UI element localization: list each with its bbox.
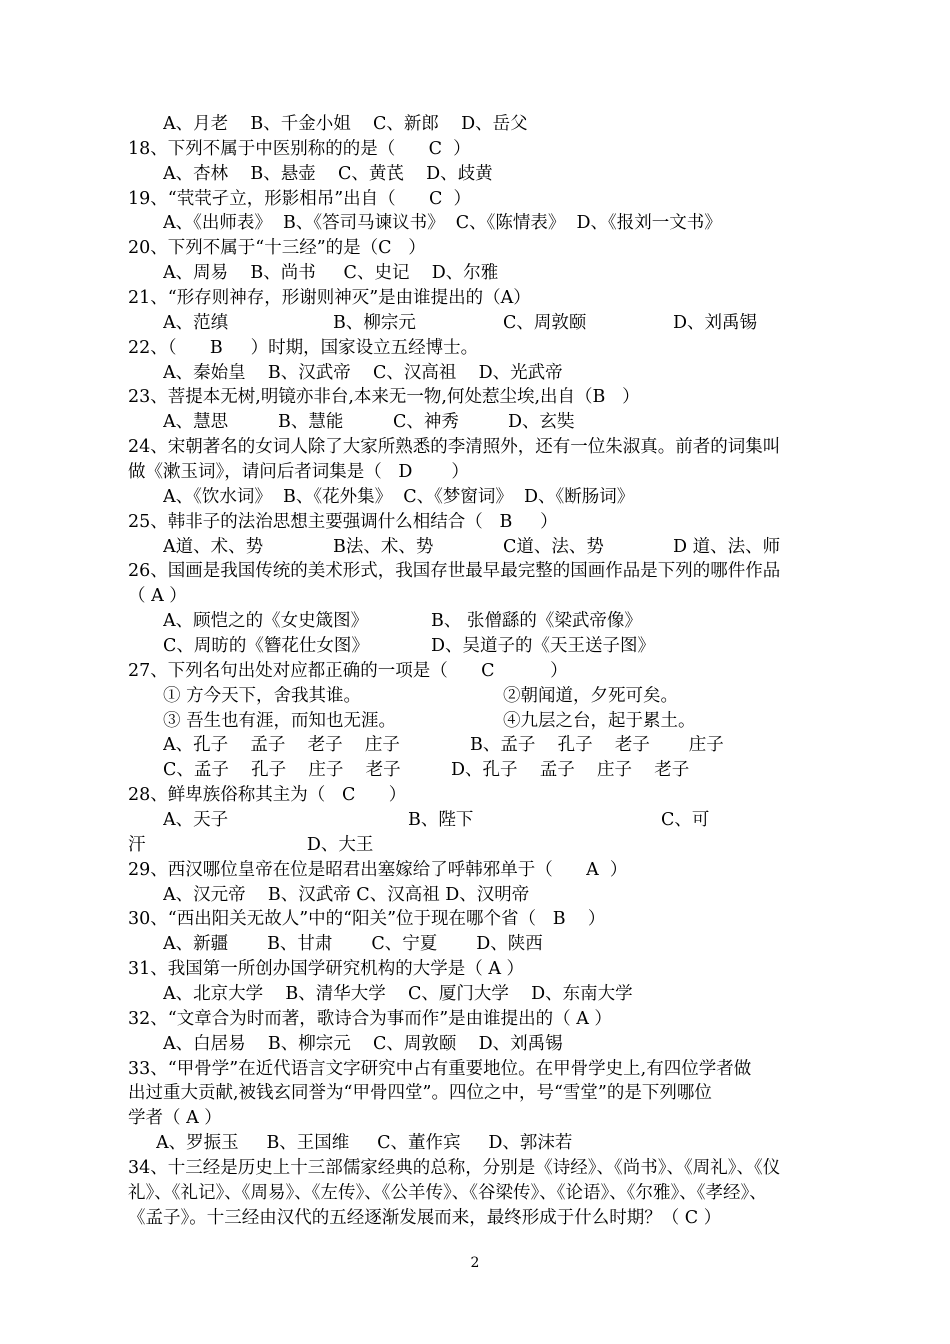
q28-options-wrap: 汗 D、大王 bbox=[128, 835, 374, 855]
question-33-line-2: 出过重大贡献,被钱玄同誉为“甲骨四堂”。四位之中，号“雪堂”的是下列哪位 bbox=[128, 1083, 712, 1103]
question-23: 23、菩提本无树,明镜亦非台,本来无一物,何处惹尘埃,出自（B ） bbox=[128, 387, 640, 407]
question-34-line-3: 《孟子》。十三经由汉代的五经逐渐发展而来，最终形成于什么时期？（ C ） bbox=[128, 1208, 722, 1228]
q29-options: A、汉元帝 B、汉武帝 C、汉高祖 D、汉明帝 bbox=[163, 885, 530, 905]
q33-options: A、罗振玉 B、王国维 C、董作宾 D、郭沫若 bbox=[156, 1133, 573, 1153]
q26-option-b: B、 张僧繇的《梁武帝像》 bbox=[431, 611, 642, 631]
q27-options-row-1 bbox=[163, 733, 843, 758]
q21-options bbox=[163, 311, 843, 336]
q23-options bbox=[163, 410, 843, 435]
question-31: 31、我国第一所创办国学研究机构的大学是（ A ） bbox=[128, 959, 525, 979]
question-27: 27、下列名句出处对应都正确的一项是（ C ） bbox=[128, 661, 568, 681]
q28-options bbox=[163, 808, 843, 833]
q24-options: A、《饮水词》 B、《花外集》 C、《梦窗词》 D、《断肠词》 bbox=[163, 487, 635, 507]
q27-quote-1: ① 方今天下，舍我其谁。 bbox=[163, 686, 362, 706]
question-22: 22、（ B ）时期，国家设立五经博士。 bbox=[128, 338, 479, 358]
q25-option-c: C道、法、势 bbox=[503, 537, 604, 557]
question-25: 25、韩非子的法治思想主要强调什么相结合（ B ） bbox=[128, 512, 558, 532]
q31-options: A、北京大学 B、清华大学 C、厦门大学 D、东南大学 bbox=[163, 984, 633, 1004]
q23-option-b: B、慧能 bbox=[278, 412, 344, 432]
q28-option-b: B、陛下 bbox=[408, 810, 474, 830]
question-32: 32、“文章合为时而著，歌诗合为事而作”是由谁提出的（ A ） bbox=[128, 1009, 612, 1029]
q18-options: A、杏林 B、悬壶 C、黄芪 D、歧黄 bbox=[163, 164, 493, 184]
q25-option-b: B法、术、势 bbox=[333, 537, 434, 557]
q26-option-c: C、周昉的《簪花仕女图》 bbox=[163, 636, 369, 656]
q27-option-a: A、孔子 孟子 老子 庄子 bbox=[163, 735, 400, 755]
question-33-line-3: 学者（ A ） bbox=[128, 1108, 222, 1128]
q27-quote-4: ④九层之台，起于累土。 bbox=[503, 711, 696, 731]
q32-options: A、白居易 B、柳宗元 C、周敦颐 D、刘禹锡 bbox=[163, 1034, 563, 1054]
q27-quote-3: ③ 吾生也有涯，而知也无涯。 bbox=[163, 711, 397, 731]
q26-options-row-2 bbox=[163, 634, 843, 659]
q21-option-d: D、刘禹锡 bbox=[673, 313, 758, 333]
question-24-line-2: 做《漱玉词》，请问后者词集是（ D ） bbox=[128, 462, 469, 482]
q27-options-row-2 bbox=[163, 758, 843, 783]
question-26-line-1: 26、国画是我国传统的美术形式，我国存世最早最完整的国画作品是下列的哪件作品 bbox=[128, 561, 781, 581]
q21-option-a: A、范缜 bbox=[163, 313, 229, 333]
question-26-line-2: （ A ） bbox=[128, 586, 187, 606]
question-29: 29、西汉哪位皇帝在位是昭君出塞嫁给了呼韩邪单于（ A ） bbox=[128, 860, 628, 880]
q27-option-b: B、孟子 孔子 老子 庄子 bbox=[470, 735, 724, 755]
question-21: 21、“形存则神存，形谢则神灭”是由谁提出的（A） bbox=[128, 288, 531, 308]
q17-options: A、月老 B、千金小姐 C、新郎 D、岳父 bbox=[163, 114, 528, 134]
question-18: 18、下列不属于中医别称的的是（ C ） bbox=[128, 139, 471, 159]
q19-options: A、《出师表》 B、《答司马谏议书》 C、《陈情表》 D、《报刘一文书》 bbox=[163, 213, 722, 233]
q27-quote-2: ②朝闻道，夕死可矣。 bbox=[503, 686, 678, 706]
question-20: 20、下列不属于“十三经”的是（C ） bbox=[128, 238, 426, 258]
q21-option-c: C、周敦颐 bbox=[503, 313, 587, 333]
q20-options: A、周易 B、尚书 C、史记 D、尔雅 bbox=[163, 263, 499, 283]
q30-options: A、新疆 B、甘肃 C、宁夏 D、陕西 bbox=[163, 934, 543, 954]
q26-option-d: D、吴道子的《天王送子图》 bbox=[431, 636, 656, 656]
q25-option-d: D 道、法、师 bbox=[673, 537, 781, 557]
q27-quotes-row-1 bbox=[163, 684, 843, 709]
q22-options: A、秦始皇 B、汉武帝 C、汉高祖 D、光武帝 bbox=[163, 363, 563, 383]
q23-option-d: D、玄奘 bbox=[508, 412, 575, 432]
q27-option-d: D、孔子 孟子 庄子 老子 bbox=[451, 760, 690, 780]
q23-option-c: C、神秀 bbox=[393, 412, 459, 432]
question-24-line-1: 24、宋朝著名的女词人除了大家所熟悉的李清照外，还有一位朱淑真。前者的词集叫 bbox=[128, 437, 781, 457]
q26-options-row-1 bbox=[163, 609, 843, 634]
q23-option-a: A、慧思 bbox=[163, 412, 229, 432]
q28-option-c: C、可 bbox=[661, 810, 710, 830]
q27-quotes-row-2 bbox=[163, 709, 843, 734]
question-19: 19、“茕茕孑立，形影相吊”出自（ C ） bbox=[128, 189, 472, 209]
q25-options bbox=[163, 535, 843, 560]
q28-option-a: A、天子 bbox=[163, 810, 229, 830]
question-34-line-2: 礼》、《礼记》、《周易》、《左传》、《公羊传》、《谷梁传》、《论语》、《尔雅》、《孝经》、 bbox=[128, 1183, 767, 1203]
q26-option-a: A、顾恺之的《女史箴图》 bbox=[163, 611, 369, 631]
page-number: 2 bbox=[470, 1255, 480, 1271]
question-33-line-1: 33、“甲骨学”在近代语言文字研究中占有重要地位。在甲骨学史上,有四位学者做 bbox=[128, 1059, 752, 1079]
q25-option-a: A道、术、势 bbox=[163, 537, 264, 557]
question-30: 30、“西出阳关无故人”中的“阳关”位于现在哪个省（ B ） bbox=[128, 909, 606, 929]
question-28: 28、鲜卑族俗称其主为（ C ） bbox=[128, 785, 407, 805]
q21-option-b: B、柳宗元 bbox=[333, 313, 416, 333]
question-34-line-1: 34、十三经是历史上十三部儒家经典的总称，分别是《诗经》、《尚书》、《周礼》、《仪 bbox=[128, 1158, 781, 1178]
q27-option-c: C、孟子 孔子 庄子 老子 bbox=[163, 760, 401, 780]
